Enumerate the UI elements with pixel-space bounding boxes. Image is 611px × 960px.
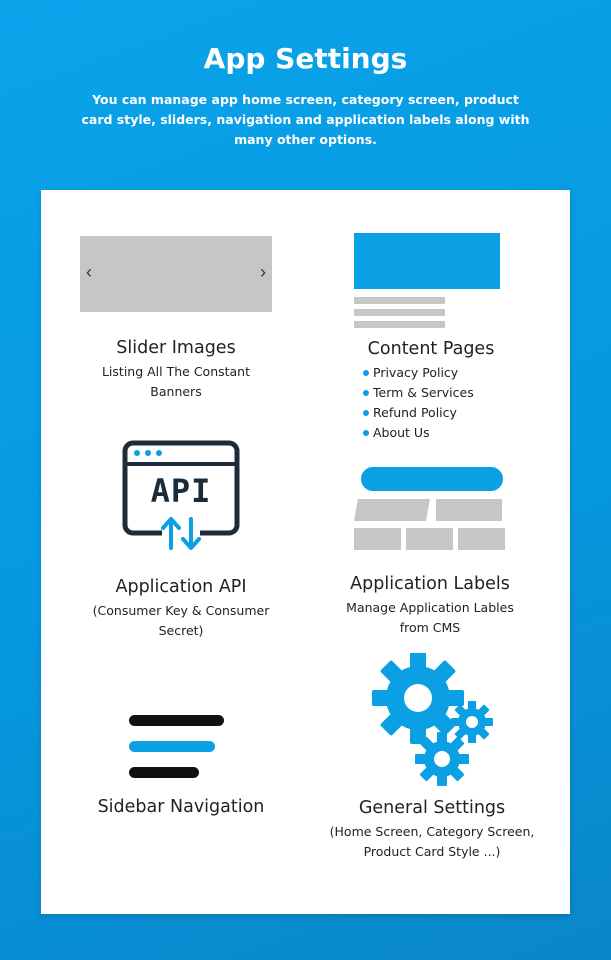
list-item: About Us bbox=[363, 423, 521, 443]
feature-title: Slider Images bbox=[116, 338, 236, 358]
feature-application-api bbox=[81, 577, 281, 641]
feature-application-labels bbox=[330, 574, 530, 638]
feature-slider-images bbox=[86, 338, 266, 402]
feature-description: (Consumer Key & Consumer Secret) bbox=[92, 603, 270, 638]
image-slider-icon bbox=[80, 236, 272, 312]
content-page-icon bbox=[354, 233, 500, 329]
feature-general-settings bbox=[322, 798, 542, 862]
api-window-icon bbox=[122, 440, 240, 552]
feature-title: Sidebar Navigation bbox=[97, 797, 265, 817]
slider-next-arrow[interactable]: › bbox=[260, 262, 266, 282]
menu-lines-icon bbox=[129, 715, 225, 779]
content-pages-list bbox=[363, 363, 521, 443]
api-label: API bbox=[150, 472, 212, 510]
feature-title: Application Labels bbox=[350, 574, 510, 594]
labels-grid-icon bbox=[354, 467, 506, 551]
feature-title: General Settings bbox=[358, 798, 506, 818]
feature-description: Manage Application Lables from CMS bbox=[346, 600, 514, 635]
feature-description: Listing All The Constant Banners bbox=[101, 364, 251, 399]
list-item: Privacy Policy bbox=[363, 363, 521, 383]
list-item: Term & Services bbox=[363, 383, 521, 403]
feature-content-pages bbox=[341, 339, 521, 443]
feature-description: (Home Screen, Category Screen, Product Card Style ...) bbox=[329, 824, 535, 859]
feature-title: Application API bbox=[115, 577, 247, 597]
features-card bbox=[41, 190, 570, 914]
feature-sidebar-navigation bbox=[81, 797, 281, 817]
slider-prev-arrow[interactable]: ‹ bbox=[86, 262, 92, 282]
list-item: Refund Policy bbox=[363, 403, 521, 423]
feature-title: Content Pages bbox=[367, 339, 495, 359]
page-title: App Settings bbox=[203, 42, 408, 75]
gears-icon bbox=[368, 653, 498, 787]
page-subtitle: You can manage app home screen, category screen, product card style, sliders, navigation and application labels along with many other options. bbox=[81, 92, 530, 147]
